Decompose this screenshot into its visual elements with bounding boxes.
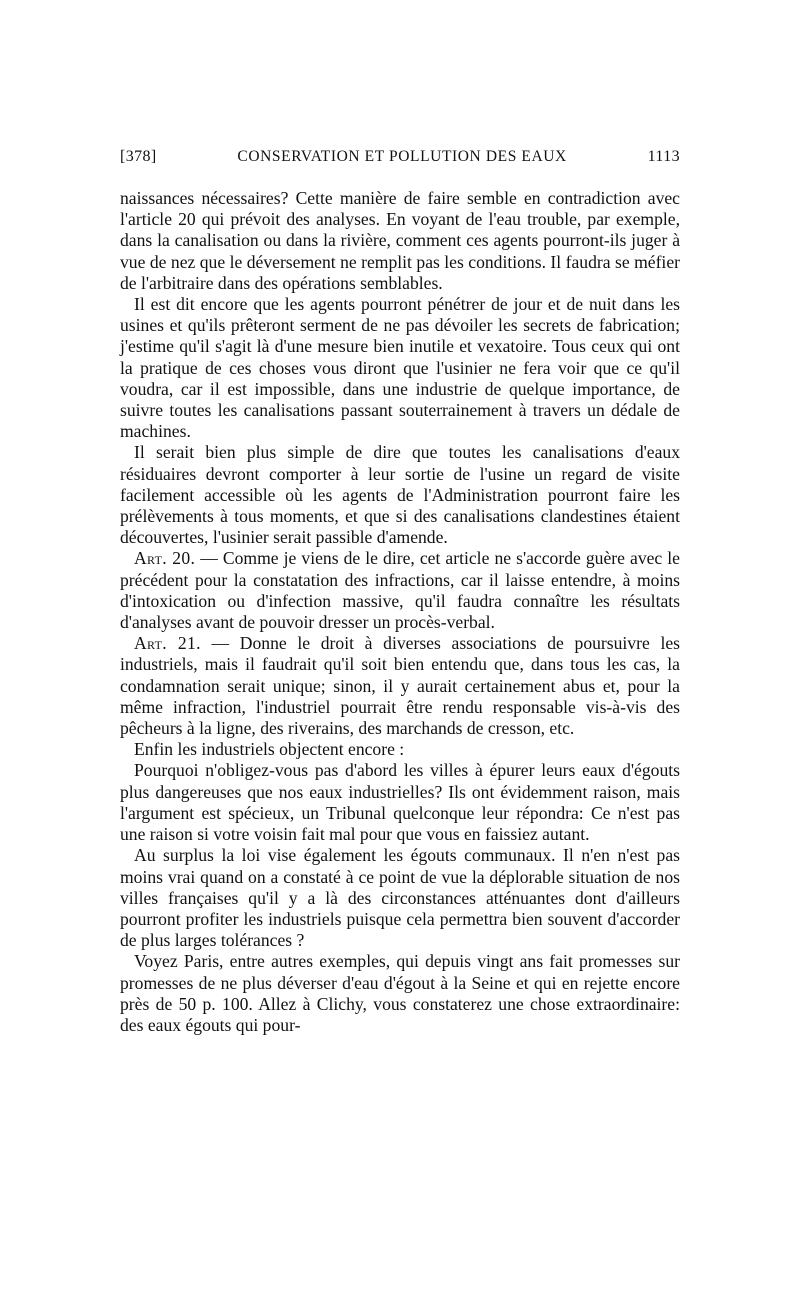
article-paragraph: Art. 20. — Comme je viens de le dire, cet article ne s'accorde guère avec le précédent pour la constatation des infractions, car il laisse entendre, à moins d'intoxication ou d'infection massive, qu'il faudra connaître les résultats d'analyses avant de pouvoir dresser un procès-verbal. xyxy=(120,548,680,633)
paragraph: naissances nécessaires? Cette manière de faire semble en contradiction avec l'article 20 qui prévoit des analyses. En voyant de l'eau trouble, par exemple, dans la canalisation ou dans la rivière, comment ces agents pourront-ils juger à vue de nez que le déversement ne remplit pas les conditions. Il faudra se méfier de l'arbitraire dans des opérations semblables. xyxy=(120,188,680,293)
paragraph: Pourquoi n'obligez-vous pas d'abord les villes à épurer leurs eaux d'égouts plus dangereuses que nos eaux industrielles? Ils ont évidemment raison, mais l'argument est spécieux, un Tribunal quelconque leur répondra: Ce n'est pas une raison si votre voisin fait mal pour que vous en faissiez autant. xyxy=(120,760,680,845)
running-header xyxy=(120,148,680,166)
paragraph: Enfin les industriels objectent encore : xyxy=(134,739,405,760)
article-paragraph: Art. 21. — Donne le droit à diverses associations de poursuivre les industriels, mais il faudrait qu'il soit bien entendu que, dans tous les cas, la condamnation serait unique; sinon, il y aurait certainement abus et, pour la même infraction, l'industriel pourrait être rendu responsable vis-à-vis des pêcheurs à la ligne, des riverains, des marchands de cresson, etc. xyxy=(120,633,680,739)
running-title: CONSERVATION ET POLLUTION DES EAUX xyxy=(237,148,567,165)
header-left-mark: [378] xyxy=(120,148,157,165)
paragraph: Au surplus la loi vise également les égouts communaux. Il n'en n'est pas moins vrai quand on a constaté à ce point de vue la déplorable situation de nos villes françaises qu'il y a là des circonstances atténuantes dont d'ailleurs pourront profiter les industriels puisque cela permettra bien souvent d'accorder de plus larges tolérances ? xyxy=(120,845,680,951)
paragraph: Il est dit encore que les agents pourront pénétrer de jour et de nuit dans les usines et qu'ils prêteront serment de ne pas dévoiler les secrets de fabrication; j'estime qu'il s'agit là d'une mesure bien inutile et vexatoire. Tous ceux qui ont la pratique de ces choses vous diront que l'usinier ne fera voir que ce qu'il voudra, car il est impossible, dans une industrie de quelque importance, de suivre toutes les canalisations passant souterrainement à travers un dédale de machines. xyxy=(120,294,680,442)
body-text xyxy=(120,188,680,1036)
article-label: Art. 21. xyxy=(134,633,201,654)
page-number: 1113 xyxy=(647,148,680,165)
page xyxy=(120,148,680,1036)
article-label: Art. 20. xyxy=(134,548,196,569)
paragraph: Voyez Paris, entre autres exemples, qui depuis vingt ans fait promesses sur promesses de ne plus déverser d'eau d'égout à la Seine et qui en rejette encore près de 50 p. 100. Allez à Clichy, vous constaterez une chose extraordinaire: des eaux égouts qui pour- xyxy=(120,951,680,1035)
paragraph: Il serait bien plus simple de dire que toutes les canalisations d'eaux résiduaires devront comporter à leur sortie de l'usine un regard de visite facilement accessible où les agents de l'Administration pourront faire les prélèvements à tous moments, et que si des canalisations clandestines étaient découvertes, l'usinier serait passible d'amende. xyxy=(120,442,680,548)
